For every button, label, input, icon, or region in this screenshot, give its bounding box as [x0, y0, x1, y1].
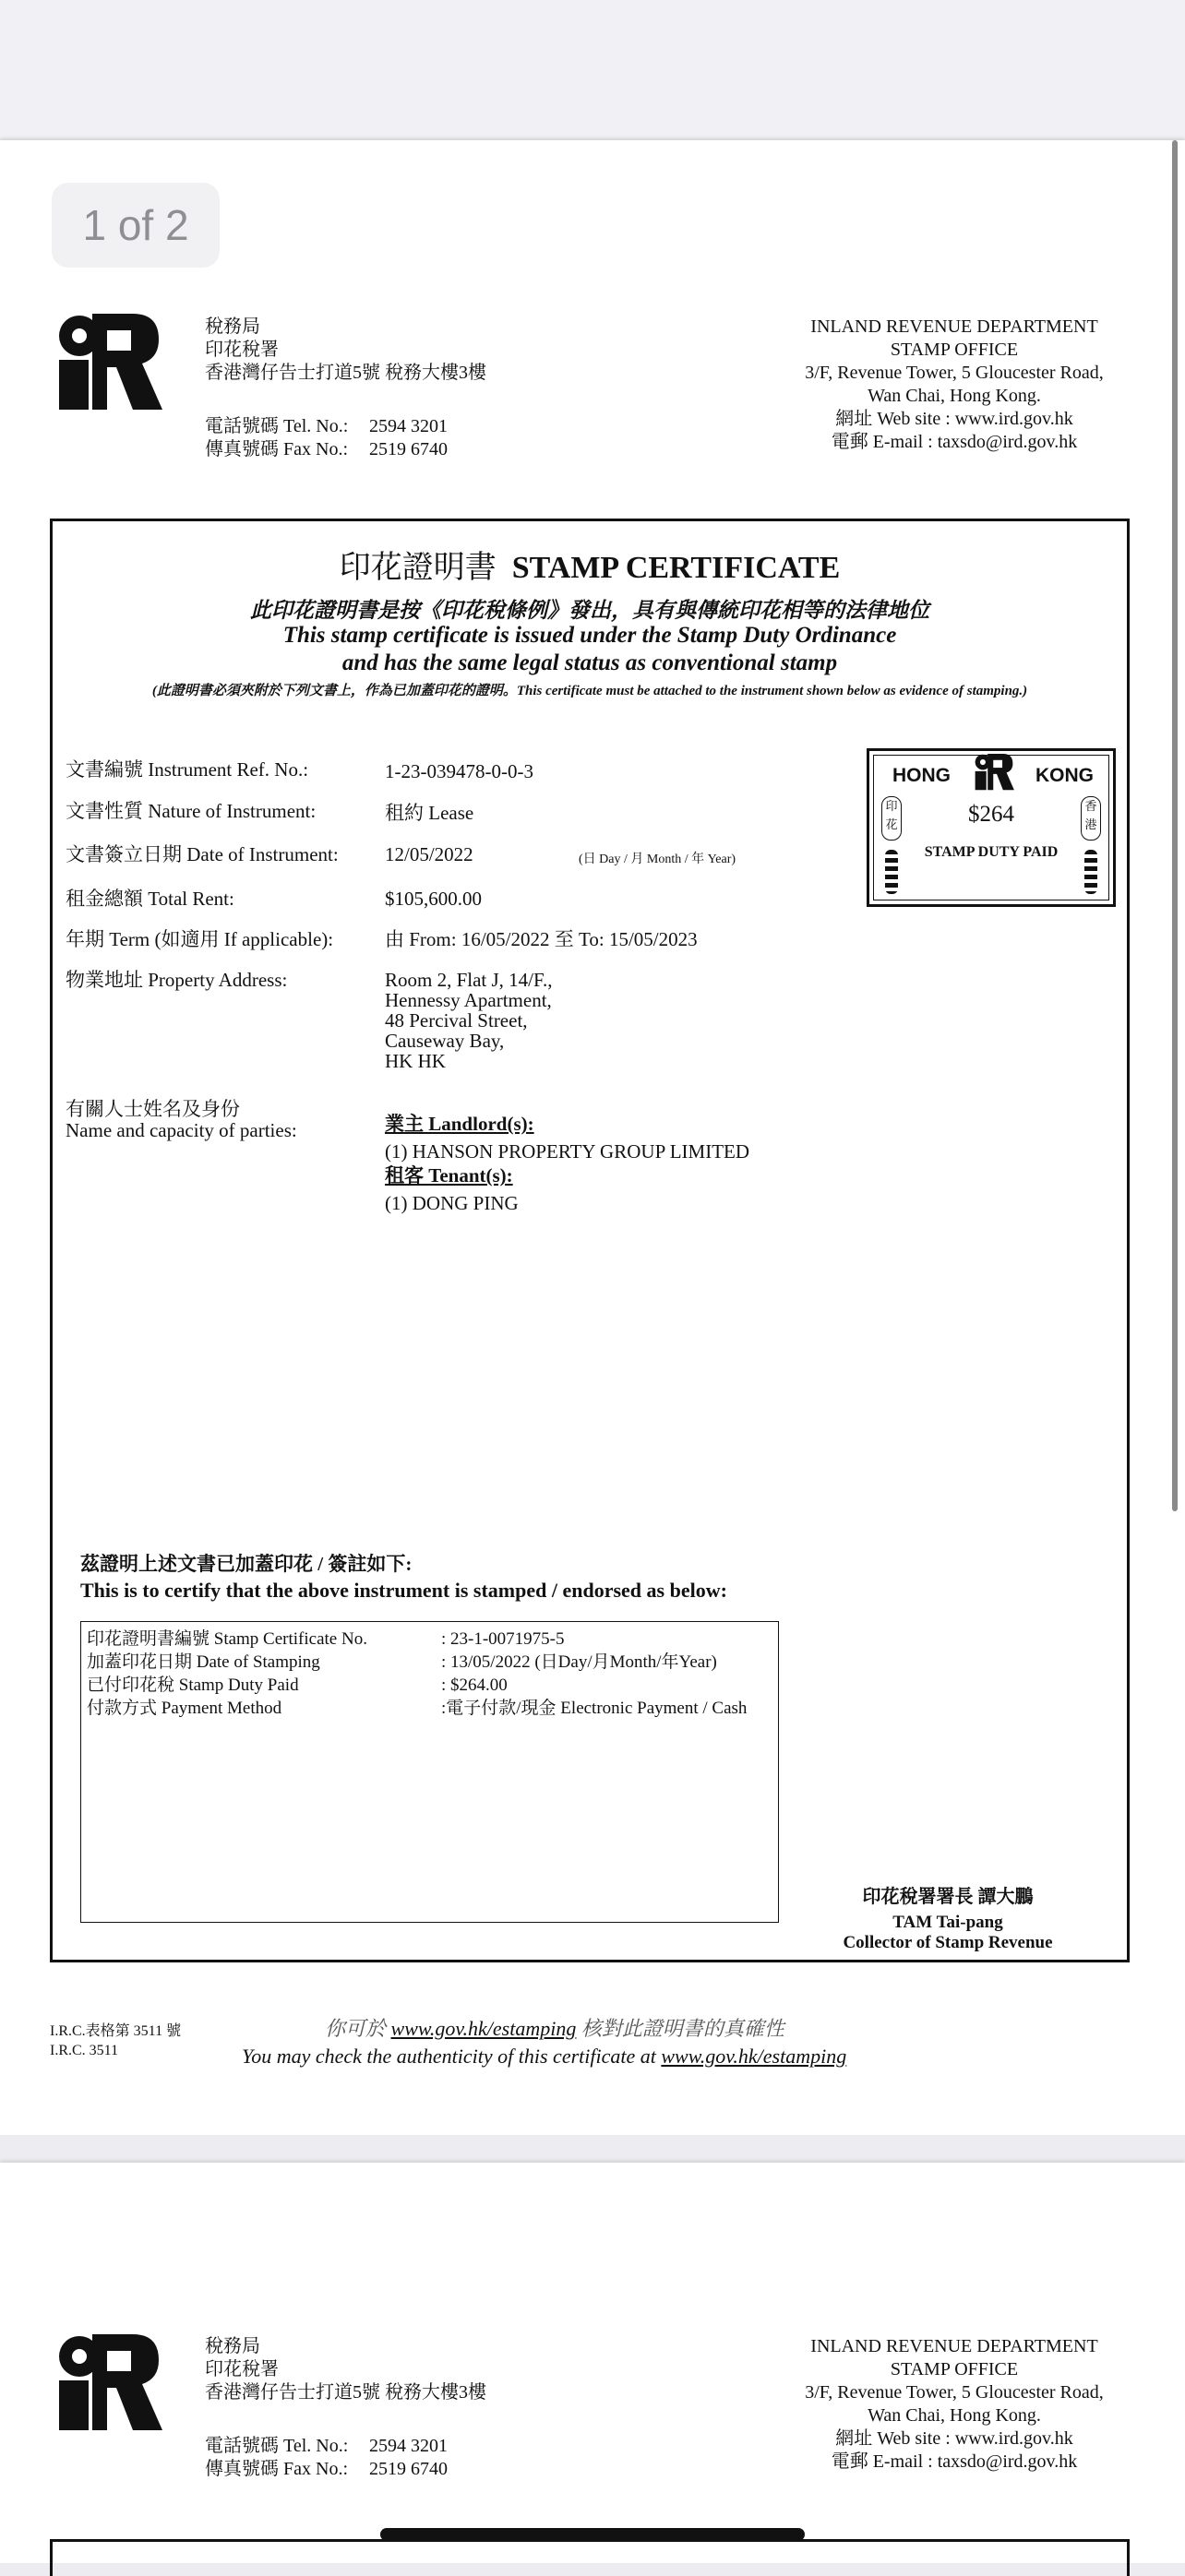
ref-label: 文書編號 Instrument Ref. No.: [66, 758, 309, 781]
estamping-link[interactable]: www.gov.hk/estamping [661, 2045, 847, 2068]
stamping-date-value: : 13/05/2022 (日Day/月Month/年Year) [441, 1652, 717, 1672]
form-code-en: I.R.C. 3511 [50, 2043, 119, 2058]
term-label: 年期 Term (如適用 If applicable): [66, 928, 334, 950]
header-line: STAMP OFFICE [890, 2359, 1019, 2379]
date-value: 12/05/2022 [385, 843, 473, 865]
nature-value: 租約 Lease [385, 802, 474, 824]
cert-no-label: 印花證明書編號 Stamp Certificate No. [87, 1629, 367, 1649]
fax-label: 傳真號碼 Fax No.: [205, 439, 348, 459]
tel-value: 2594 3201 [369, 416, 448, 436]
parties-label-zh: 有關人士姓名及身份 [66, 1098, 240, 1120]
website: 網址 Web site : www.ird.gov.hk [835, 2428, 1073, 2449]
seal-left-chop: 印花 [881, 796, 902, 841]
viewer-top-bar [0, 0, 1185, 138]
seal-hong: HONG [892, 765, 951, 786]
payment-method-value: :電子付款/現金 Electronic Payment / Cash [441, 1699, 748, 1718]
header-line: INLAND REVENUE DEPARTMENT [810, 2336, 1098, 2356]
tenant-name: (1) DONG PING [385, 1192, 519, 1214]
header-line: 稅務局 [205, 2336, 260, 2356]
address-line: Room 2, Flat J, 14/F., [385, 969, 553, 991]
landlord-name: (1) HANSON PROPERTY GROUP LIMITED [385, 1140, 750, 1163]
header-line: Wan Chai, Hong Kong. [868, 2405, 1041, 2426]
verify-note-zh [325, 2013, 784, 2042]
nature-label: 文書性質 Nature of Instrument: [66, 800, 317, 822]
landlord-heading: 業主 Landlord(s): [385, 1113, 534, 1135]
address-value [385, 970, 553, 1071]
parties-label-en: Name and capacity of parties: [66, 1119, 297, 1141]
page-indicator: 1 of 2 [52, 183, 220, 268]
date-label: 文書簽立日期 Date of Instrument: [66, 843, 339, 865]
address-line: HK HK [385, 1050, 446, 1072]
collector-title-zh: 印花稅署署長 譚大鵬 [862, 1887, 1034, 1907]
header-line: 印花稅署 [205, 340, 279, 360]
stamp-certificate [50, 519, 1130, 1962]
header-line: 3/F, Revenue Tower, 5 Gloucester Road, [805, 2382, 1104, 2403]
stamp-duty-paid-seal [867, 748, 1116, 907]
scrollbar[interactable] [1172, 140, 1178, 1511]
office-address-zh [205, 316, 486, 385]
certify-statement-zh: 茲證明上述文書已加蓋印花 / 簽註如下: [80, 1553, 413, 1575]
page-2-certificate-edge [50, 2539, 1130, 2576]
verify-zh-post: 核對此證明書的真確性 [576, 2017, 784, 2040]
seal-amount: $264 [968, 802, 1014, 827]
office-address-zh [205, 2335, 486, 2404]
seal-right-ornament [1084, 850, 1097, 894]
header-line: STAMP OFFICE [890, 340, 1019, 360]
verify-zh-pre: 你可於 [325, 2017, 391, 2040]
verify-note-en [242, 2045, 846, 2069]
term-value: 由 From: 16/05/2022 至 To: 15/05/2023 [385, 928, 698, 950]
collector-name: TAM Tai-pang [892, 1913, 1003, 1932]
subtitle-zh: 此印花證明書是按《印花稅條例》發出，具有與傳統印花相等的法律地位 [250, 599, 929, 622]
address-line: 48 Percival Street, [385, 1009, 528, 1032]
home-indicator[interactable] [380, 2528, 805, 2541]
cert-no-value: : 23-1-0071975-5 [441, 1629, 565, 1649]
tel-value: 2594 3201 [369, 2436, 448, 2456]
title-zh: 印花證明書 [339, 549, 497, 586]
title-en: STAMP CERTIFICATE [511, 551, 841, 585]
office-address-en [788, 2335, 1120, 2474]
seal-left-ornament [885, 850, 898, 894]
seal-kong: KONG [1035, 765, 1094, 786]
email: 電郵 E-mail : taxsdo@ird.gov.hk [831, 432, 1078, 452]
rent-label: 租金總額 Total Rent: [66, 888, 234, 910]
attachment-note: (此證明書必須夾附於下列文書上，作為已加蓋印花的證明。This certificate must be attached to the instrument shown below as evidence of stamping.) [151, 684, 1028, 698]
tenant-heading: 租客 Tenant(s): [385, 1164, 513, 1187]
collector-title-en: Collector of Stamp Revenue [843, 1933, 1053, 1952]
office-address-en [788, 316, 1120, 454]
fax-label: 傳真號碼 Fax No.: [205, 2459, 348, 2479]
certify-statement-en: This is to certify that the above instrument is stamped / endorsed as below: [80, 1579, 727, 1602]
contact-numbers [205, 2435, 448, 2481]
form-code-zh: I.R.C.表格第 3511 號 [50, 2023, 182, 2039]
fax-value: 2519 6740 [369, 439, 448, 459]
website: 網址 Web site : www.ird.gov.hk [835, 409, 1073, 429]
verify-en-pre: You may check the authenticity of this certificate at [242, 2045, 662, 2068]
header-line: 3/F, Revenue Tower, 5 Gloucester Road, [805, 363, 1104, 383]
parties-value [385, 1112, 749, 1215]
header-line: 香港灣仔告士打道5號 稅務大樓3樓 [205, 363, 486, 383]
ref-value: 1-23-039478-0-0-3 [385, 760, 533, 782]
fax-value: 2519 6740 [369, 2459, 448, 2479]
parties-label [66, 1099, 297, 1141]
ird-logo-icon [55, 2334, 162, 2432]
subtitle-en-2: and has the same legal status as conventional stamp [341, 650, 838, 675]
address-label: 物業地址 Property Address: [66, 969, 288, 991]
seal-inner-border [873, 755, 1109, 900]
header-line: 印花稅署 [205, 2359, 279, 2379]
payment-method-label: 付款方式 Payment Method [87, 1699, 282, 1718]
tel-label: 電話號碼 Tel. No.: [205, 2436, 349, 2456]
header-line: 稅務局 [205, 316, 260, 337]
address-line: Causeway Bay, [385, 1030, 505, 1052]
certificate-title [53, 542, 1127, 587]
duty-paid-value: : $264.00 [441, 1676, 508, 1695]
email: 電郵 E-mail : taxsdo@ird.gov.hk [831, 2451, 1078, 2472]
ird-logo-icon [55, 314, 162, 411]
header-line: INLAND REVENUE DEPARTMENT [810, 316, 1098, 337]
header-line: Wan Chai, Hong Kong. [868, 386, 1041, 406]
stamping-details-box [80, 1621, 779, 1923]
rent-value: $105,600.00 [385, 888, 482, 910]
date-format-hint: (日 Day / 月 Month / 年 Year) [579, 853, 736, 866]
estamping-link[interactable]: www.gov.hk/estamping [390, 2017, 577, 2040]
duty-paid-label: 已付印花稅 Stamp Duty Paid [87, 1676, 299, 1695]
contact-numbers [205, 415, 448, 461]
stamping-date-label: 加蓋印花日期 Date of Stamping [87, 1652, 320, 1672]
seal-ir-logo-icon [974, 754, 1014, 791]
header-line: 香港灣仔告士打道5號 稅務大樓3樓 [205, 2382, 486, 2403]
tel-label: 電話號碼 Tel. No.: [205, 416, 349, 436]
subtitle-en-1: This stamp certificate is issued under the Stamp Duty Ordinance [282, 623, 897, 648]
address-line: Hennessy Apartment, [385, 989, 552, 1011]
seal-right-chop: 香港 [1081, 796, 1101, 841]
seal-paid-label: STAMP DUTY PAID [924, 844, 1059, 860]
